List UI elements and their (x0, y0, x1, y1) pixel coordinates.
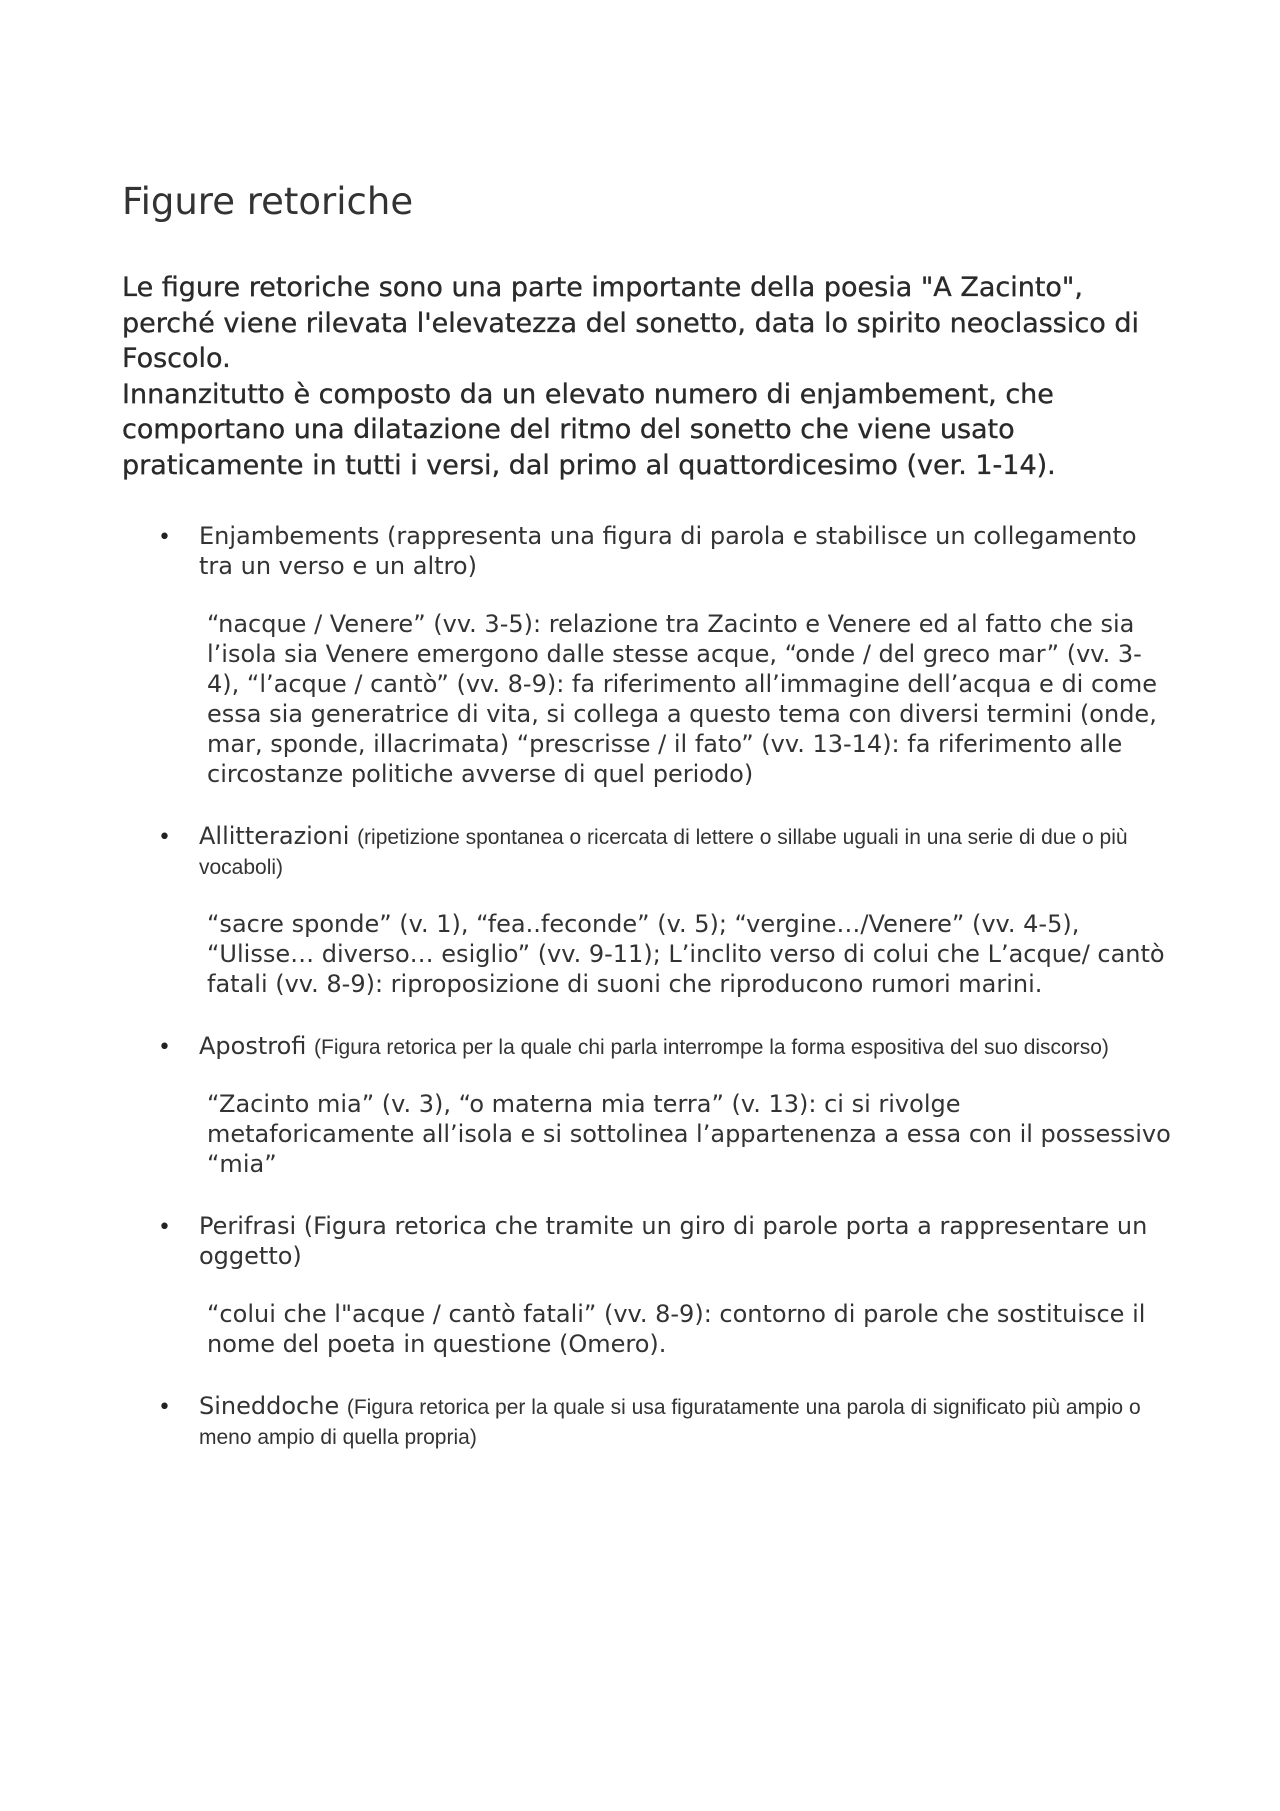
figure-name: Apostrofi (199, 1032, 307, 1061)
list-item-perifrasi (122, 1211, 1172, 1359)
figure-heading (199, 821, 1172, 881)
figure-example: “colui che l"acque / cantò fatali” (vv. 8-9): contorno di parole che sostituisce il nome del poeta in questione (Omero). (207, 1300, 1146, 1359)
figure-name: Sineddoche (199, 1392, 340, 1421)
list-item-enjambements (122, 521, 1172, 789)
figures-list (122, 521, 1172, 1451)
figure-example: “sacre sponde” (v. 1), “fea..feconde” (v. 5); “vergine…/Venere” (vv. 4-5), “Ulisse… diverso… esiglio” (vv. 9-11); L’inclito verso di colui che L’acque/ cantò fatali (vv. 8-9): riproposizione di suoni che riproducono rumori marini. (207, 910, 1165, 999)
figure-definition: (Figura retorica che tramite un giro di parole porta a rappresentare un oggetto) (199, 1212, 1148, 1271)
bullet-icon: • (158, 1395, 171, 1421)
intro-paragraph: Le figure retoriche sono una parte importante della poesia "A Zacinto", perché viene rilevata l'elevatezza del sonetto, data lo spirito neoclassico di Foscolo. (122, 272, 1139, 375)
bullet-icon: • (158, 1035, 171, 1061)
bullet-icon: • (158, 525, 171, 551)
figure-definition: (Figura retorica per la quale chi parla interrompe la forma espositiva del suo discorso) (314, 1036, 1109, 1060)
figure-example: “Zacinto mia” (v. 3), “o materna mia terra” (v. 13): ci si rivolge metaforicamente all’isola e si sottolinea l’appartenenza a essa con il possessivo “mia” (207, 1090, 1171, 1179)
figure-definition: (Figura retorica per la quale si usa figuratamente una parola di significato più ampio o meno ampio di quella propria) (199, 1396, 1141, 1450)
figure-definition: (ripetizione spontanea o ricercata di lettere o sillabe uguali in una serie di due o più vocaboli) (199, 826, 1128, 880)
figure-definition: (rappresenta una figura di parola e stabilisce un collegamento tra un verso e un altro) (199, 522, 1137, 581)
figure-name: Allitterazioni (199, 822, 350, 851)
intro-paragraph: Innanzitutto è composto da un elevato numero di enjambement, che comportano una dilatazione del ritmo del sonetto che viene usato praticamente in tutti i versi, dal primo al quattordicesimo (ver. 1-14). (122, 378, 1056, 481)
figure-heading (199, 521, 1172, 581)
bullet-icon: • (158, 825, 171, 851)
figure-heading (199, 1391, 1172, 1451)
figure-name: Perifrasi (199, 1212, 297, 1241)
list-item-apostrofi (122, 1031, 1172, 1179)
list-item-sineddoche (122, 1391, 1172, 1451)
figure-name: Enjambements (199, 522, 380, 551)
bullet-icon: • (158, 1215, 171, 1241)
page-title: Figure retoriche (122, 180, 414, 223)
document-page (122, 180, 1172, 1483)
figure-heading (199, 1211, 1172, 1271)
list-item-allitterazioni (122, 821, 1172, 999)
figure-heading (199, 1031, 1172, 1061)
figure-example: “nacque / Venere” (vv. 3-5): relazione tra Zacinto e Venere ed al fatto che sia l’isola sia Venere emergono dalle stesse acque, “onde / del greco mar” (vv. 3-4), “l’acque / cantò” (vv. 8-9): fa riferimento all’immagine dell’acqua e di come essa sia generatrice di vita, si collega a questo tema con diversi termini (onde, mar, sponde, illacrimata) “prescrisse / il fato” (vv. 13-14): fa riferimento alle circostanze politiche avverse di quel periodo) (207, 610, 1157, 789)
intro-section (122, 270, 1142, 483)
